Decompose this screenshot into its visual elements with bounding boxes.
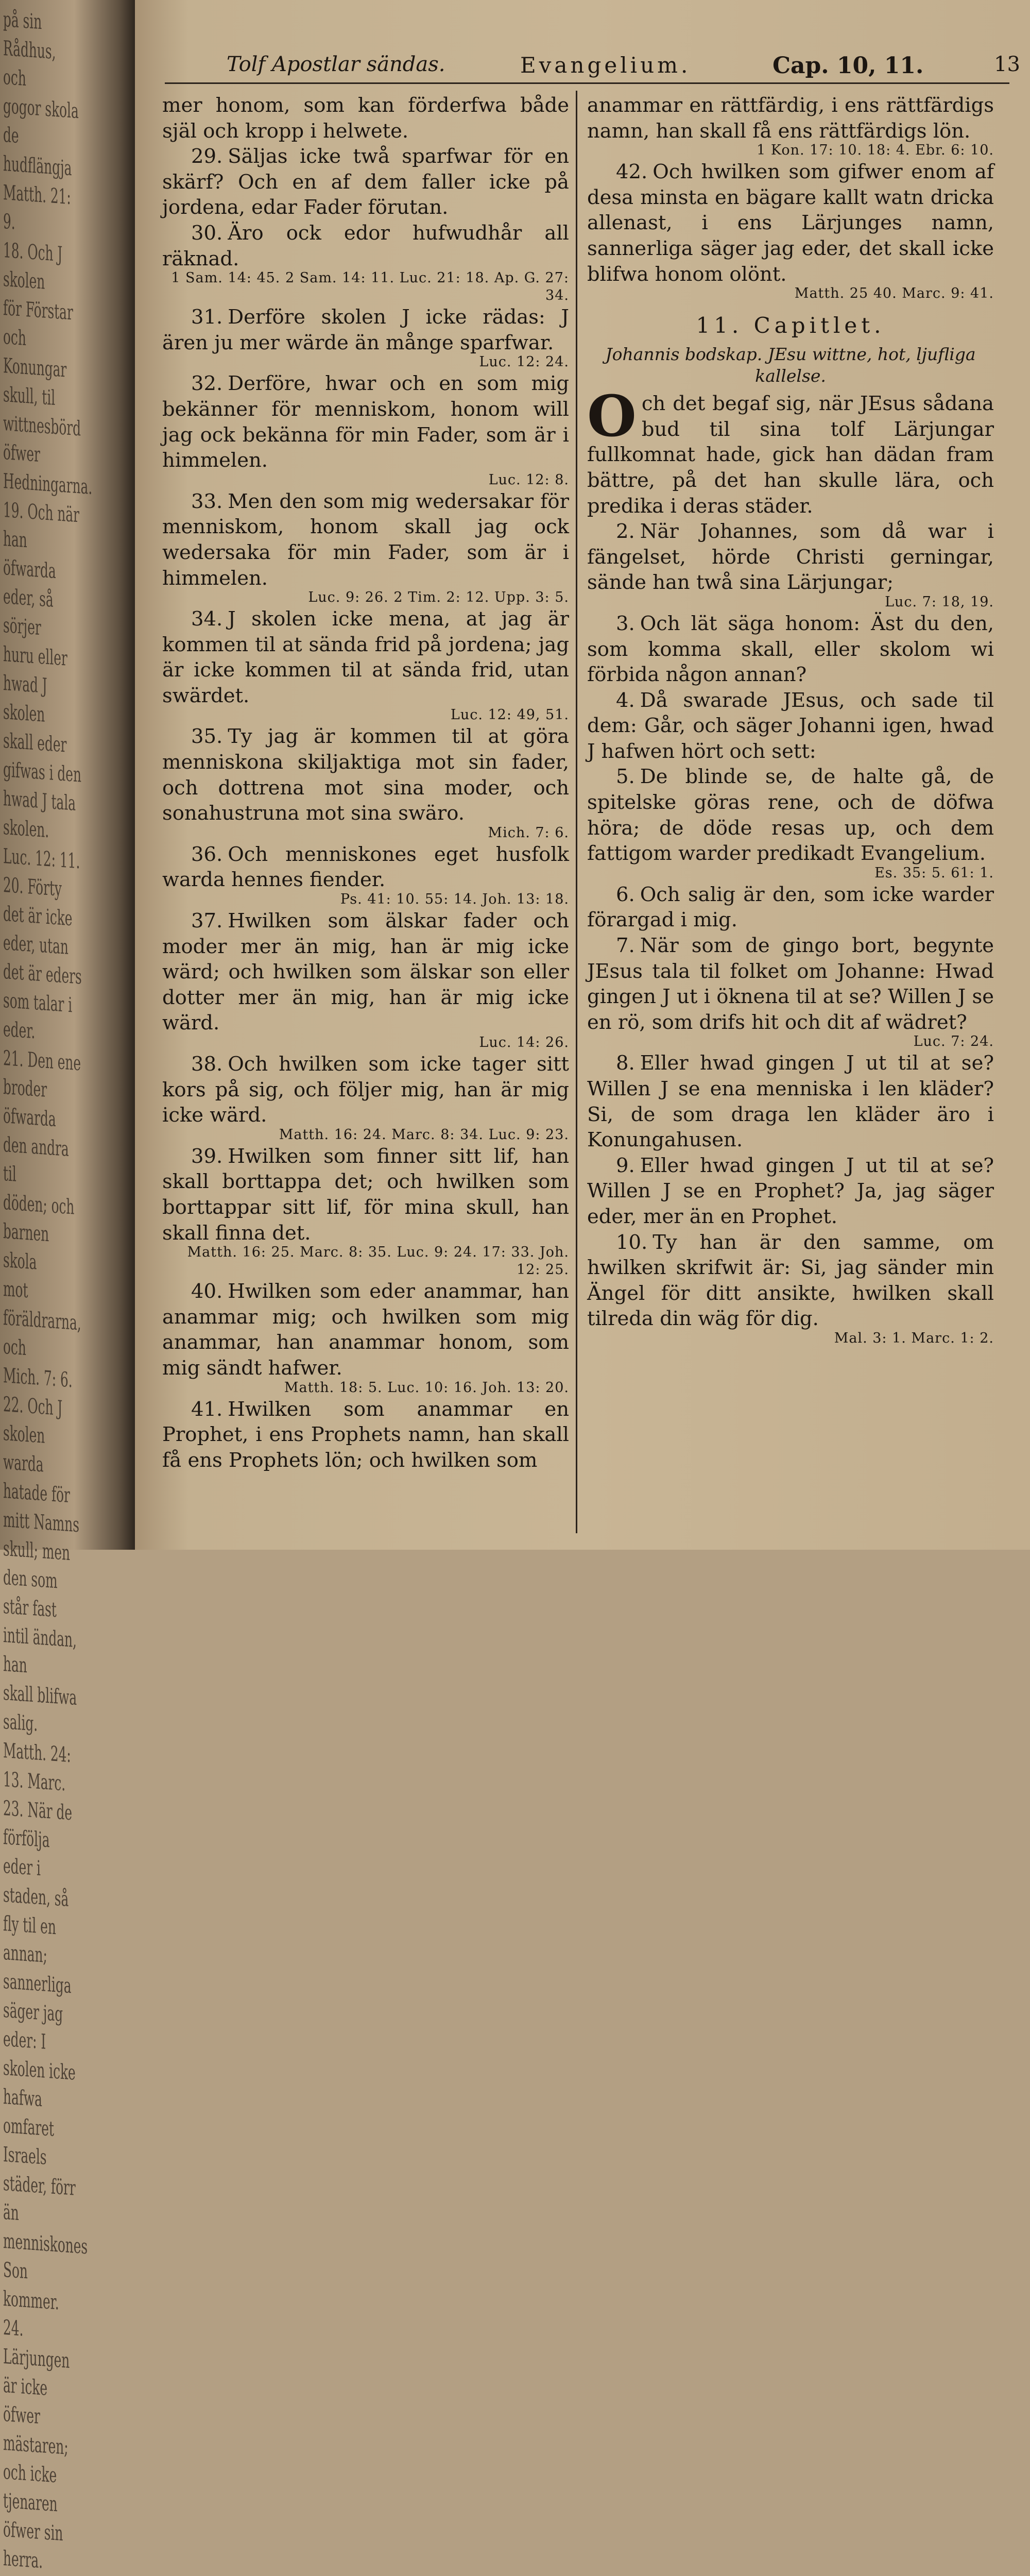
verse (162, 1279, 569, 1381)
cross-reference: Luc. 14: 26. (479, 1035, 569, 1050)
column-divider (576, 91, 577, 1533)
cross-reference: Es. 35: 5. 61: 1. (874, 865, 994, 881)
verse-text: Och hwilken som icke tager sitt kors på sig, och följer mig, han är mig icke wärd. (162, 1053, 569, 1127)
verse-number: 3. (616, 612, 635, 635)
running-header (165, 48, 1020, 84)
cross-reference: Matth. 25 40. Marc. 9: 41. (794, 285, 994, 302)
cross-reference: Matth. 18: 5. Luc. 10: 16. Joh. 13: 20. (284, 1379, 569, 1396)
verse (162, 144, 569, 221)
verse-text: Och salig är den, som icke warder förargad i mig. (587, 883, 994, 932)
cross-reference: Mich. 7: 6. (488, 824, 569, 841)
chapter-title: 11. Capitlet. (696, 313, 885, 338)
verse-text: Och lät säga honom: Äst du den, som komma skall, eller skolom wi förbida någon annan? (587, 612, 994, 687)
right-column (587, 93, 994, 1535)
verse-text: Hwilken som anammar en Prophet, i ens Prophets namn, han skall få ens Prophets lön; och hwilken som (162, 1397, 569, 1472)
verse-number: 42. (616, 160, 648, 184)
cross-reference: Luc. 12: 8. (488, 471, 569, 488)
verse-number: 34. (191, 607, 223, 631)
page-number: 13 (994, 53, 1020, 76)
verse-number: 2. (616, 520, 635, 544)
book-page (135, 0, 1030, 1550)
verse-text: Äro ock edor hufwudhår all räknad. (162, 221, 569, 270)
verse-text: Eller hwad gingen J ut til at se? Willen J se ena menniska i len kläder? Si, de som draga len kläder äro i Konungahusen. (587, 1052, 994, 1152)
verse-number: 36. (191, 842, 223, 866)
verse-text: När som de gingo bort, begynte JEsus tala til folket om Johanne: Hwad gingen J ut i öknena til at se? Willen J se en rö, som drifs hit och dit af wädret? (587, 934, 994, 1034)
verse (587, 1153, 994, 1230)
verse-text: Säljas icke twå sparfwar för en skärf? Och en af dem faller icke på jordena, edar Fader förutan. (162, 145, 569, 219)
verse-text: Derföre, hwar och en som mig bekänner för menniskom, honom will jag ock bekänna för min Fader, som är i himmelen. (162, 372, 569, 472)
cross-reference: Luc. 12: 24. (479, 354, 569, 370)
verse-text: anammar en rättfärdig, i ens rättfärdigs namn, han skall få ens rättfärdigs lön. (587, 94, 994, 143)
verse-text: De blinde se, de halte gå, de spitelske göras rene, och de döfwa höra; de döde resas up, och dem fattigom warder predikadt Evangelium. (587, 765, 994, 866)
verse (162, 908, 569, 1036)
verse (587, 611, 994, 688)
verse (587, 688, 994, 765)
chapter-summary: Johannis bodskap. JEsu wittne, hot, ljufliga kallelse. (605, 344, 976, 386)
cross-reference: Mal. 3: 1. Marc. 1: 2. (834, 1330, 994, 1346)
verse-number: 38. (191, 1053, 223, 1076)
verse-number: 31. (191, 306, 223, 329)
verse-text: Då swarade JEsus, och sade til dem: Går, och säger Johanni igen, hwad J hafwen hört och sett: (587, 688, 994, 763)
adjacent-page-edge (0, 0, 135, 2573)
verse (587, 882, 994, 933)
verse-number: 4. (616, 688, 635, 712)
header-book-title: Evangelium. (520, 53, 691, 78)
verse (587, 764, 994, 866)
verse-text: Hwilken som älskar fader och moder mer än mig, han är mig icke wärd; och hwilken som älskar son eller dotter mer än mig, han är mig icke wärd. (162, 909, 569, 1035)
verse-text: mer honom, som kan förderfwa både själ och kropp i helwete. (162, 94, 569, 143)
header-left-title: Tolf Apostlar sändas. (227, 53, 445, 76)
verse-number: 5. (616, 765, 635, 789)
verse (162, 93, 569, 144)
verse-text: Ty jag är kommen til at göra menniskona skiljaktiga mot sin fader, och dottrena mot sina moder, och sonahustruna mot sina swäro. (162, 725, 569, 825)
verse-number: 32. (191, 372, 223, 396)
verse-number: 37. (191, 909, 223, 933)
verse (587, 159, 994, 287)
verse (162, 304, 569, 355)
verse (587, 1050, 994, 1153)
verse-text: Och menniskones eget husfolk warda hennes fiender. (162, 842, 569, 892)
cross-reference: Ps. 41: 10. 55: 14. Joh. 13: 18. (340, 891, 569, 908)
verse-number: 9. (616, 1154, 635, 1177)
verse (587, 519, 994, 596)
chapter-first-verse (587, 383, 994, 519)
verse (587, 93, 994, 144)
verse (587, 1230, 994, 1332)
verse (162, 606, 569, 708)
adjacent-page-text: på sin Rådhus, och gogor skola de hudflängja Matth. 21: 9. 18. Och J skolen för Förstar och Konungar skull, til wittnesbörd öfwer Hedningarna. 19. Och när han öfwarda eder, så sörjer huru eller hwad J skolen skall eder gifwas i den hwad J tala skolen. Luc. 12: 11. 20. Förty det är icke eder, utan det är eders som talar i eder. 21. Den ene broder öfwarda den andra til döden; och barnen skola mot föräldrarna, och Mich. 7: 6. 22. Och J skolen warda hatade för mitt Namns skull; men den som står fast intil ändan, han skall blifwa salig. Matth. 24: 13. Marc. 23. När de förfölja eder i staden, så fly til en annan; sannerliga säger jag eder: I skolen icke hafwa omfaret Israels städer, förr än menniskones Son kommer. 24. Lärjungen är icke öfwer mästaren; och icke tjenaren öfwer sin herra. (3, 8, 93, 2573)
verse-number: 39. (191, 1144, 223, 1168)
verse-text: J skolen icke mena, at jag är kommen til at sända frid på jordena; jag är icke kommen til at sända frid, utan swärdet. (162, 607, 569, 707)
verse-number: 41. (191, 1397, 223, 1421)
verse-number: 7. (616, 934, 635, 958)
cross-reference: Luc. 7: 24. (913, 1033, 994, 1050)
left-column (162, 93, 569, 1535)
verse (162, 724, 569, 826)
verse (587, 933, 994, 1035)
verse-number: 35. (191, 725, 223, 749)
verse-text: Derföre skolen J icke rädas: J ären ju mer wärde än månge sparfwar. (162, 306, 569, 354)
verse-text: Och hwilken som gifwer enom af desa minsta en bägare kallt watn dricka allenast, i ens Lärjunges namn, sannerliga säger jag eder, det skall icke blifwa honom olönt. (587, 160, 994, 286)
cross-reference: Matth. 16: 24. Marc. 8: 34. Luc. 9: 23. (279, 1126, 569, 1143)
verse-number: 30. (191, 221, 223, 245)
cross-reference: Luc. 12: 49, 51. (450, 707, 569, 723)
verse-text: Hwilken som finner sitt lif, han skall borttappa det; och hwilken som borttappar sitt lif, för mina skull, han skall finna det. (162, 1144, 569, 1245)
cross-reference: 1 Kon. 17: 10. 18: 4. Ebr. 6: 10. (757, 142, 994, 159)
verse-number: 8. (616, 1052, 635, 1075)
verse (162, 842, 569, 893)
drop-cap-initial: O (587, 383, 637, 450)
verse-text: Ty han är den samme, om hwilken skrifwit är: Si, jag sänder min Ängel för ditt ansikte, hwilken skall tilreda din wäg för dig. (587, 1230, 994, 1331)
verse-text: ch det begaf sig, när JEsus sådana bud til sina tolf Lärjungar fullkomnat hade, gick han dädan fram bättre, på det han skulle lära, och predika i deras städer. (587, 392, 994, 518)
verse-text: När Johannes, som då war i fängelset, hörde Christi gerningar, sände han twå sina Lärjungar; (587, 520, 994, 595)
verse-number: 33. (191, 489, 223, 513)
verse (162, 1052, 569, 1128)
cross-reference: Luc. 9: 26. 2 Tim. 2: 12. Upp. 3: 5. (308, 589, 569, 606)
verse-number: 29. (191, 145, 223, 168)
header-chapter: Cap. 10, 11. (772, 53, 924, 79)
verse-number: 40. (191, 1280, 223, 1303)
cross-reference: Luc. 7: 18, 19. (885, 594, 994, 610)
cross-reference: 1 Sam. 14: 45. 2 Sam. 14: 11. Luc. 21: 18. Ap. G. 27: 34. (171, 270, 569, 304)
verse (162, 1397, 569, 1473)
verse-text: Men den som mig wedersakar för menniskom, honom skall jag ock wedersaka för min Fader, som är i himmelen. (162, 489, 569, 590)
verse-text: Eller hwad gingen J ut til at se? Willen J se en Prophet? Ja, jag säger eder, mer än en Prophet. (587, 1154, 994, 1228)
verse-text: Hwilken som eder anammar, han anammar mig; och hwilken som mig anammar, han anammar honom, som mig sändt hafwer. (162, 1280, 569, 1380)
verse (162, 221, 569, 272)
cross-reference: Matth. 16: 25. Marc. 8: 35. Luc. 9: 24. 17: 33. Joh. 12: 25. (187, 1244, 569, 1278)
verse (162, 489, 569, 591)
verse (162, 371, 569, 473)
verse (162, 1144, 569, 1246)
verse-number: 6. (616, 883, 635, 906)
verse-number: 10. (616, 1230, 648, 1254)
